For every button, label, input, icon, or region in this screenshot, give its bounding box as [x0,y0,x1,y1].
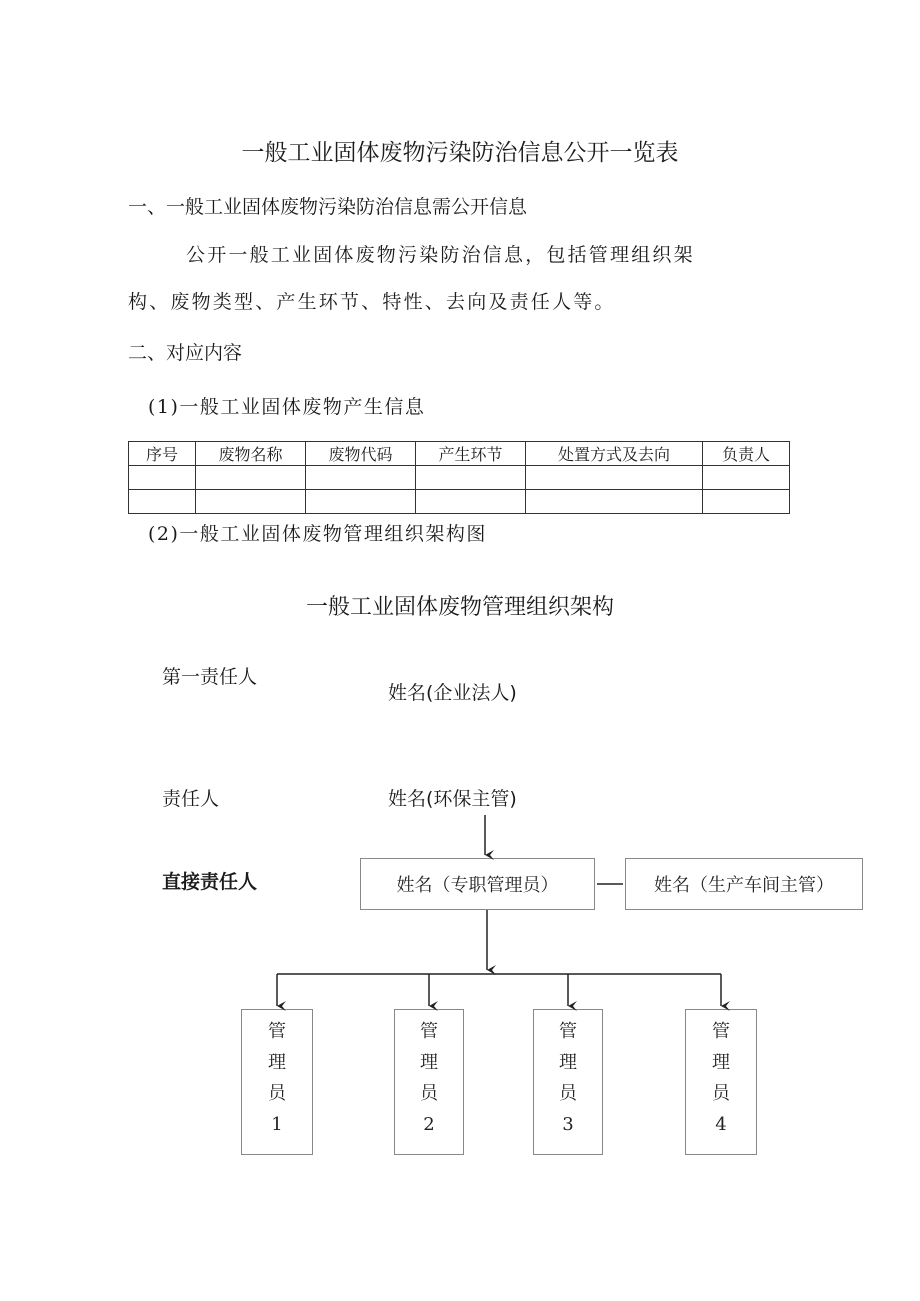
manager-char: 理 [559,1052,577,1073]
header-person-in-charge: 负责人 [703,442,790,466]
subsection-2-heading: (2)一般工业固体废物管理组织架构图 [148,523,487,545]
header-generation-stage: 产生环节 [416,442,526,466]
section-1-paragraph-line-1: 公开一般工业固体废物污染防治信息，包括管理组织架 [186,244,695,266]
org-chart-title: 一般工业固体废物管理组织架构 [305,595,614,620]
workshop-supervisor-label: 姓名（生产车间主管） [654,875,834,896]
manager-number: 4 [715,1114,727,1135]
level-label-direct-responsible: 直接责任人 [162,871,258,893]
manager-char: 员 [268,1083,286,1104]
manager-char: 管 [420,1021,438,1042]
manager-char: 管 [712,1021,730,1042]
section-1-paragraph-line-2: 构、废物类型、产生环节、特性、去向及责任人等。 [128,291,616,313]
level-label-responsible: 责任人 [162,788,220,810]
manager-char: 员 [559,1083,577,1104]
manager-number: 1 [271,1114,283,1135]
manager-char: 管 [268,1021,286,1042]
manager-char: 理 [420,1052,438,1073]
name-env-supervisor: 姓名(环保主管) [388,788,517,810]
manager-char: 理 [712,1052,730,1073]
manager-char: 理 [268,1052,286,1073]
subsection-1-heading: (1)一般工业固体废物产生信息 [148,396,426,418]
manager-char: 员 [420,1083,438,1104]
name-legal-person: 姓名(企业法人) [388,682,517,704]
section-1-heading: 一、一般工业固体废物污染防治信息需公开信息 [128,196,528,218]
manager-number: 3 [562,1114,574,1135]
manager-char: 管 [559,1021,577,1042]
manager-number: 2 [423,1114,435,1135]
header-serial-no: 序号 [129,442,196,466]
header-waste-name: 废物名称 [196,442,306,466]
header-waste-code: 废物代码 [306,442,416,466]
level-label-first-responsible: 第一责任人 [162,666,258,688]
document-title: 一般工业固体废物污染防治信息公开一览表 [241,140,679,166]
manager-char: 员 [712,1083,730,1104]
header-disposal-method: 处置方式及去向 [526,442,703,466]
section-2-heading: 二、对应内容 [128,342,243,364]
full-time-manager-label: 姓名（专职管理员） [396,875,559,896]
